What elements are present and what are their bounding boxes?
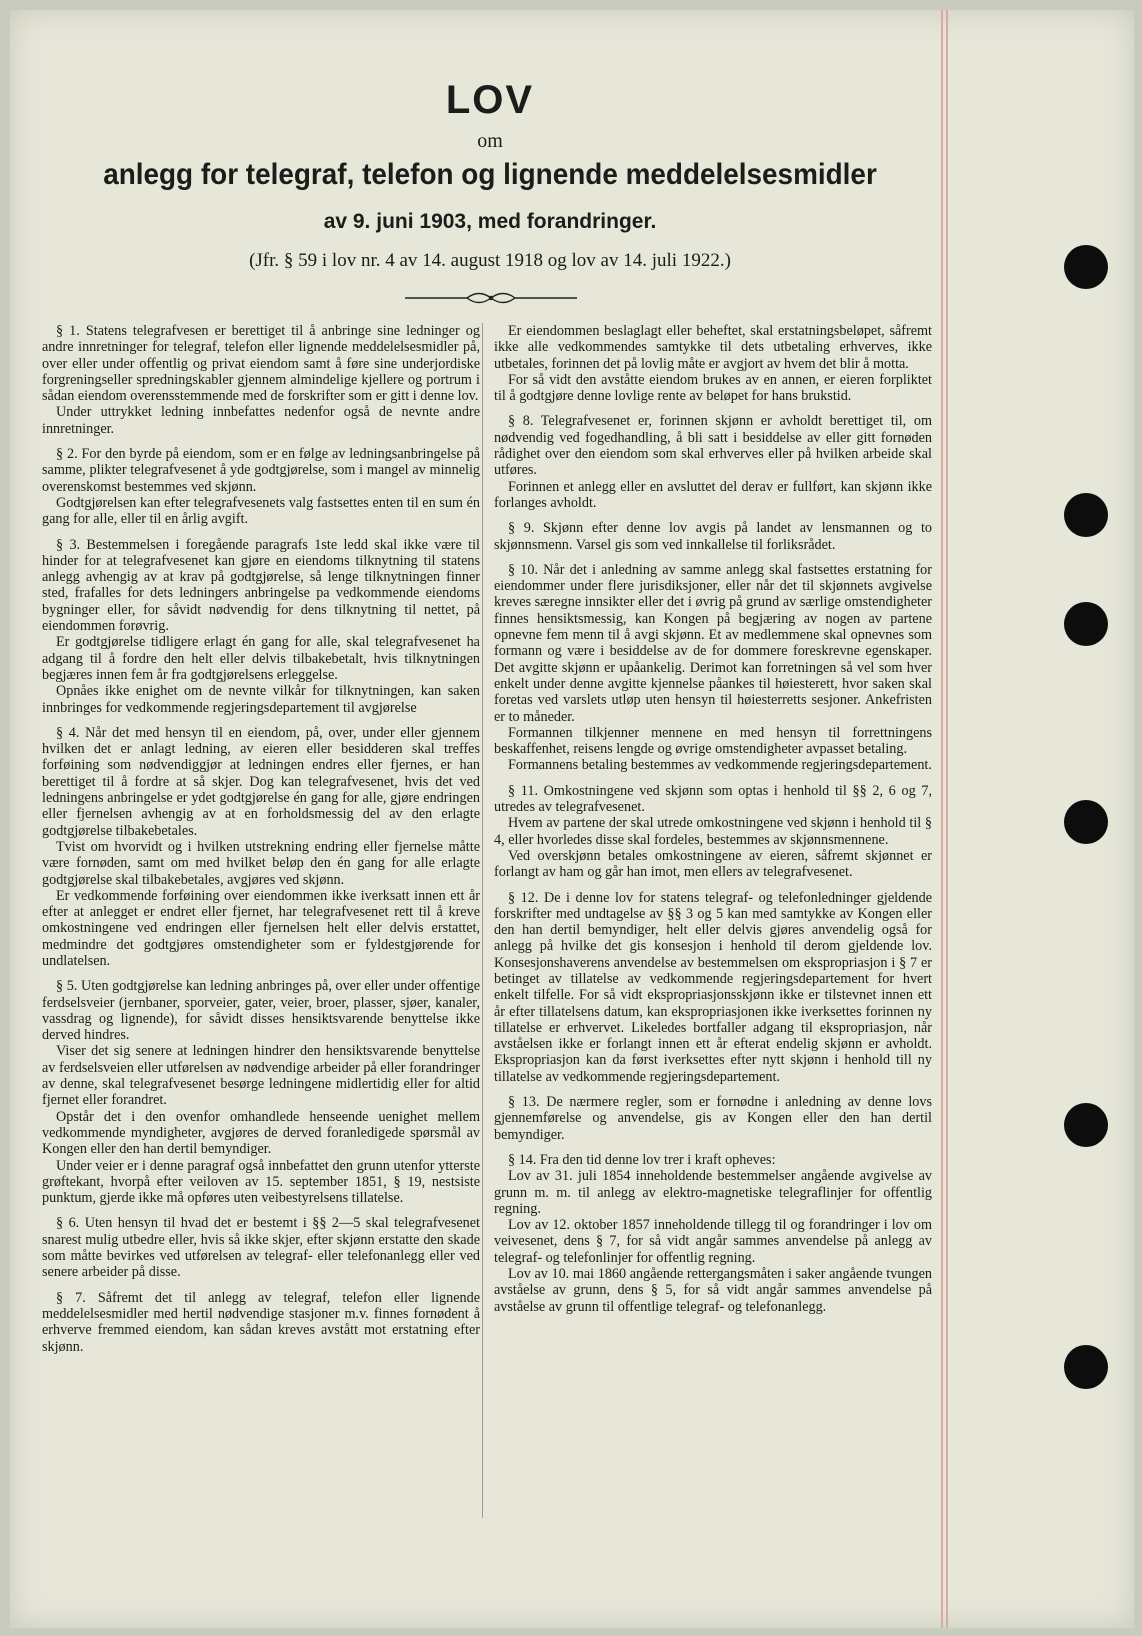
paragraph: Er vedkommende forføining over eiendommen ikke iverksatt innen ett år efter at anlegget er endret eller fjernet, har telegrafvesenet rett til å kreve omkostningene ved endringen eller fjernelsen helt eller delvis erstattet, medmindre det godtgjøres omstendigheter som er fyldestgjørende for undlatelsen. xyxy=(42,887,480,969)
paragraph: Lov av 10. mai 1860 angående rettergangsmåten i saker angående tvungen avståelse av grunn, dens § 5, for så vidt angår sammes anvendelse på avståelse av grunn til offentlige telegraf- og telefonanlegg. xyxy=(494,1266,932,1315)
paragraph: Er eiendommen beslaglagt eller beheftet, skal erstatningsbeløpet, såfremt ikke alle vedkommendes samtykke til dets utbetaling erhverves, ikke utbetales, forinnen det på lovlig måte er avgjort av hvem det blir å motta. xyxy=(494,323,932,372)
punch-hole xyxy=(1064,1345,1108,1389)
paragraph: Ved overskjønn betales omkostningene av eieren, såfremt skjønnet er forlangt av ham og går han imot, men ellers av telegrafvesenet. xyxy=(494,847,932,881)
paragraph: Lov av 12. oktober 1857 inneholdende tillegg til og forandringer i lov om veivesenet, dens § 7, for så vidt angår sammes anvendelse på anlegg av telegraf- og telefonlinjer for offentlig regning. xyxy=(494,1217,932,1266)
paragraph: § 10. Når det i anledning av samme anlegg skal fastsettes erstatning for eiendommer under flere jurisdiksjoner, eller når det til skjønnets avgivelse kreves særegne innsikter eller det i øvrig på grund av særlige omstendigheter finnes hensiktsmessig, kan Kongen på begjæring av nogen av partene opnevne fem menn til å avgi skjønn. Et av medlemmene skal opnevnes som formann og være i besiddelse av de for dommere foreskrevne egenskaper. Det avgitte skjønn er upåankelig. Derimot kan forretningen så vel som hver enkelt under denne avgitte kjennelse påankes til høiesterett, hvor saken skal foretas ved varslets utløp uten hensyn til høiesterretts sesjoner. Ankefristen er to måneder. xyxy=(494,561,932,725)
main-title: anlegg for telegraf, telefon og lignende meddelelsesmidler xyxy=(103,158,877,191)
paragraph: § 5. Uten godtgjørelse kan ledning anbringes på, over eller under offentige ferdselsveier (jernbaner, sporveier, gater, veier, broer, plasser, sjøer, kanaler, vassdrag og lignende), for såvidt disses hensiktsvarende benyttelse ikke derved hindres. xyxy=(42,978,480,1044)
column-divider xyxy=(482,323,483,1518)
paragraph: Tvist om hvorvidt og i hvilken utstrekning endring eller fjernelse måtte være fornøden, samt om med hvilket beløp den én gang for alle erlagte godtgjørelse skal tilbakebetales, avgjøres ved skjønn. xyxy=(42,838,480,888)
paragraph: § 4. Når det med hensyn til en eiendom, på, over, under eller gjennem hvilken det er anlagt ledning, av eieren eller besidderen skal treffes forføining som nødvendiggjør at ledningen endres eller fjernes, er han berettiget til å fordre at så skjer. Dog kan telegrafvesenet, hvis det ved ledningens anbringelse er ydet godtgjørelse én gang for alle, gjøre endringen eller fjernelsen avhengig av at en forholdsmessig del av den erlagte godtgjørelse tilbakebetales. xyxy=(42,724,480,839)
title-om: om xyxy=(477,130,503,152)
paragraph: Under veier er i denne paragraf også innbefattet den grunn utenfor ytterste grøftekant, hvorpå efter veiloven av 15. september 1851, § 19, nestsiste punktum, gjerde ikke må opføres uten veibestyrelsens tillatelse. xyxy=(42,1157,480,1207)
paragraph: Formannen tilkjenner mennene en med hensyn til forrettningens beskaffenhet, reisens lengde og øvrige omstendigheter avpasset betaling. xyxy=(494,724,932,758)
paragraph: § 6. Uten hensyn til hvad det er bestemt i §§ 2—5 skal telegrafvesenet snarest mulig utbedre eller, hvis så ikke skjer, efter skjønn erstatte den skade som måtte bevirkes ved utførelsen av telegraf- eller telefonanlegg eller ved senere arbeider på disse. xyxy=(42,1215,480,1281)
date-line: av 9. juni 1903, med forandringer. xyxy=(323,210,657,233)
paragraph: § 2. For den byrde på eiendom, som er en følge av ledningsanbringelse på samme, plikter telegrafvesenet å yde godtgjørelse, som i mangel av minnelig overenskomst bestemmes ved skjønn. xyxy=(42,446,480,495)
law-title: LOV xyxy=(445,78,535,122)
paragraph: Under uttrykket ledning innbefattes nedenfor også de nevnte andre innretninger. xyxy=(42,404,480,437)
paragraph: Forinnen et anlegg eller en avsluttet del derav er fullført, kan skjønn ikke forlanges avholdt. xyxy=(494,478,932,511)
right-column xyxy=(494,323,932,1315)
paragraph: § 11. Omkostningene ved skjønn som optas i henhold til §§ 2, 6 og 7, utredes av telegrafvesenet. xyxy=(494,782,932,816)
paragraph: Viser det sig senere at ledningen hindrer den hensiktsvarende benyttelse av ferdselsveien eller utførelsen av nødvendige arbeider på eller forandringer av denne, skal telegrafvesenet besørge ledningene midlertidig eller for altid fjernet eller forandret. xyxy=(42,1043,480,1109)
paragraph: § 12. De i denne lov for statens telegraf- og telefonledninger gjeldende forskrifter med undtagelse av §§ 3 og 5 kan med samtykke av Kongen eller den han dertil bemyndiger, helt eller delvis gjøres anvendelig også for anlegg på hvilke det gis konsesjon i henhold til derom gjeldende lov. Konsesjonshaverens anvendelse av bestemmelsen om ekspropriasjon i § 7 er betinget av tillatelse av vedkommende regjeringsdepartement for hvert enkelt tilfelle. For så vidt ekspropriasjonsskjønn ikke er tilstevnet innen ett år efter tillatelsens datum, kan ekspropriasjonen ikke iverksettes forinnen ny tillatelse er erhvervet. Likeledes bortfaller adgang til ekspropriasjon, når avståelsen ikke er forlangt innen ett år efterat endelig skjønn er avholdt. Ekspropriasjon kan da først iverksettes efter nytt skjønn i henhold till ny tillatelse av vedkommende regjeringsdepartement. xyxy=(494,889,932,1085)
paragraph: § 13. De nærmere regler, som er fornødne i anledning av denne lovs gjennemførelse og anvendelse, gis av Kongen eller den han dertil bemyndiger. xyxy=(494,1094,932,1143)
paragraph: Formannens betaling bestemmes av vedkommende regjeringsdepartement. xyxy=(508,757,932,774)
paragraph: Opstår det i den ovenfor omhandlede henseende uenighet mellem vedkommende myndigheter, avgjøres de derved foranledigede spørsmål av Kongen eller den han dertil bemyndiger. xyxy=(42,1108,480,1158)
ornament-divider xyxy=(405,291,577,305)
paragraph: For så vidt den avståtte eiendom brukes av en annen, er eieren forpliktet til å godtgjøre denne lovlige rente av beløpet for hans brukstid. xyxy=(494,371,932,405)
left-column xyxy=(42,323,480,1355)
punch-hole xyxy=(1064,602,1108,646)
paragraph: § 8. Telegrafvesenet er, forinnen skjønn er avholdt berettiget til, om nødvendig ved fogedhandling, å bli satt i besiddelse av eller gitt fornøden rådighet over den eiendom som skal erhverves eller på hvilken arbeide skal utføres. xyxy=(494,413,932,479)
paragraph: § 7. Såfremt det til anlegg av telegraf, telefon eller lignende meddelelsesmidler med hertil nødvendige stasjoner m.v. finnes fornødent å erhverve fremmed eiendom, kan sådan kreves avstått mot erstatning efter skjønn. xyxy=(42,1289,480,1355)
paragraph: § 14. Fra den tid denne lov trer i kraft opheves: xyxy=(508,1151,776,1168)
reference-line: (Jfr. § 59 i lov nr. 4 av 14. august 1918 og lov av 14. juli 1922.) xyxy=(249,250,731,271)
paragraph: Lov av 31. juli 1854 inneholdende bestemmelser angående avgivelse av grunn m. m. til anlegg av elektro-magnetiske telegraflinjer for offentlig regning. xyxy=(494,1168,932,1217)
document-page xyxy=(10,10,1134,1628)
punch-hole xyxy=(1064,493,1108,537)
punch-hole xyxy=(1064,800,1108,844)
paragraph: § 1. Statens telegrafvesen er berettiget til å anbringe sine ledninger og andre innretninger for telegraf, telefon eller lignende meddelelsesmidler på, over eller under offentlig og privat eiendom samt å føre sine underjordiske forgreningseller spredningskabler gjennem almindelige kjellere og portrum i sådan eiendom overensstemmende med de forskrifter som er gitt i denne lov. xyxy=(42,323,480,405)
punch-hole xyxy=(1064,1103,1108,1147)
punch-hole xyxy=(1064,245,1108,289)
paragraph: Opnåes ikke enighet om de nevnte vilkår for tilknytningen, kan saken innbringes for vedkommende regjeringsdepartement til avgjørelse xyxy=(42,683,480,716)
paragraph: § 9. Skjønn efter denne lov avgis på landet av lensmannen og to skjønnsmenn. Varsel gis som ved innkallelse til forliksrådet. xyxy=(494,520,932,553)
paragraph: Er godtgjørelse tidligere erlagt én gang for alle, skal telegrafvesenet ha adgang til å fordre den helt eller delvis tilbakebetalt, hvis tilknytningen begjæres innen fem år fra godtgjørelsens erleggelse. xyxy=(42,634,480,683)
paragraph: § 3. Bestemmelsen i foregående paragrafs 1ste ledd skal ikke være til hinder for at telegrafvesenet kan gjøre en eiendoms tilknytning til statens anlegg avhengig av at krav på godtgjørelse, så lenge tilknytningen finner sted, frafalles for dets ledningers anbringelse pa vedkommende eiendoms bygninger eller, for såvidt nødvendig for dens tilknytning til nettet, på eiendommen forøvrig. xyxy=(42,536,480,635)
paragraph: Hvem av partene der skal utrede omkostningene ved skjønn i henhold til § 4, eller hvorledes disse skal fordeles, bestemmes av skjønnsmennene. xyxy=(494,815,932,848)
paragraph: Godtgjørelsen kan efter telegrafvesenets valg fastsettes enten til en sum én gang for alle, eller til en årlig avgift. xyxy=(42,494,480,528)
